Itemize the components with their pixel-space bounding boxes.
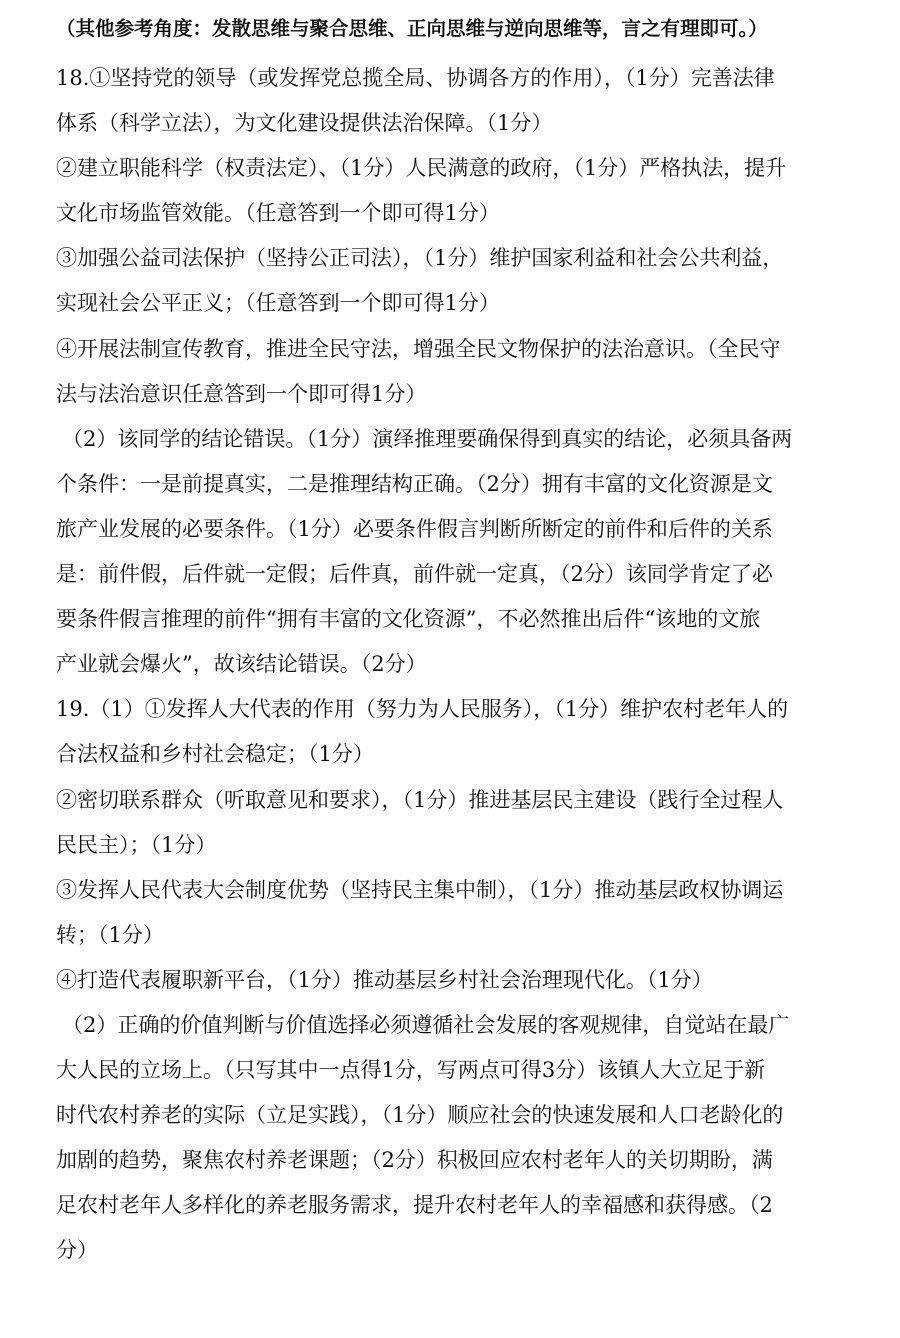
q18-point1-line1: 18.①坚持党的领导（或发挥党总揽全局、协调各方的作用），（1分）完善法律	[56, 66, 775, 90]
q18-part2-line5: 要条件假言推理的前件“拥有丰富的文化资源”，不必然推出后件“该地的文旅	[56, 607, 761, 632]
q19-part2-line4: 加剧的趋势，聚焦农村养老课题；（2分）积极回应农村老年人的关切期盼，满	[56, 1148, 773, 1173]
reference-angle-note: （其他参考角度：发散思维与聚合思维、正向思维与逆向思维等，言之有理即可。）	[56, 17, 768, 40]
q19-point3-line1: ③发挥人民代表大会制度优势（坚持民主集中制），（1分）推动基层政权协调运	[56, 877, 784, 902]
q18-part2-line3: 旅产业发展的必要条件。（1分）必要条件假言判断所断定的前件和后件的关系	[56, 516, 773, 541]
q18-part2-line2: 个条件：一是前提真实，二是推理结构正确。（2分）拥有丰富的文化资源是文	[56, 471, 773, 496]
q19-part2-line1: （2）正确的价值判断与价值选择必须遵循社会发展的客观规律，自觉站在最广	[62, 1012, 790, 1037]
q18-point3-line2: 实现社会公平正义；（任意答到一个即可得1分）	[56, 291, 500, 316]
q19-part2-line5: 足农村老年人多样化的养老服务需求，提升农村老年人的幸福感和获得感。（2	[56, 1193, 773, 1218]
q18-point4-line1: ④开展法制宣传教育，推进全民守法，增强全民文物保护的法治意识。（全民守	[56, 336, 781, 361]
q18-point1-line2: 体系（科学立法），为文化建设提供法治保障。（1分）	[56, 111, 553, 136]
q18-point2-line2: 文化市场监管效能。（任意答到一个即可得1分）	[56, 201, 500, 226]
q19-part1-line2: 合法权益和乡村社会稳定；（1分）	[56, 742, 374, 767]
q18-point2-line1: ②建立职能科学（权责法定）、（1分）人民满意的政府，（1分）严格执法，提升	[56, 156, 787, 181]
q19-part2-line3: 时代农村养老的实际（立足实践），（1分）顺应社会的快速发展和人口老龄化的	[56, 1103, 784, 1128]
q19-part2-line2: 大人民的立场上。（只写其中一点得1分，写两点可得3分）该镇人大立足于新	[56, 1058, 766, 1083]
q18-part2-line4: 是：前件假，后件就一定假；后件真，前件就一定真，（2分）该同学肯定了必	[56, 562, 773, 587]
q19-point3-line2: 转；（1分）	[56, 922, 164, 947]
q19-point4-line1: ④打造代表履职新平台，（1分）推动基层乡村社会治理现代化。（1分）	[56, 967, 713, 992]
q19-part2-line6: 分）	[56, 1238, 98, 1263]
q19-part1-line1: 19.（1）①发挥人大代表的作用（努力为人民服务），（1分）维护农村老年人的	[56, 697, 789, 722]
q18-point3-line1: ③加强公益司法保护（坚持公正司法），（1分）维护国家利益和社会公共利益，	[56, 246, 784, 271]
q18-part2-line1: （2）该同学的结论错误。（1分）演绎推理要确保得到真实的结论，必须具备两	[62, 426, 793, 451]
q18-point4-line2: 法与法治意识任意答到一个即可得1分）	[56, 381, 427, 406]
q19-point2-line1: ②密切联系群众（听取意见和要求），（1分）推进基层民主建设（践行全过程人	[56, 787, 784, 812]
q18-part2-line6: 产业就会爆火”，故该结论错误。（2分）	[56, 652, 427, 677]
q19-point2-line2: 民民主）；（1分）	[56, 832, 217, 857]
